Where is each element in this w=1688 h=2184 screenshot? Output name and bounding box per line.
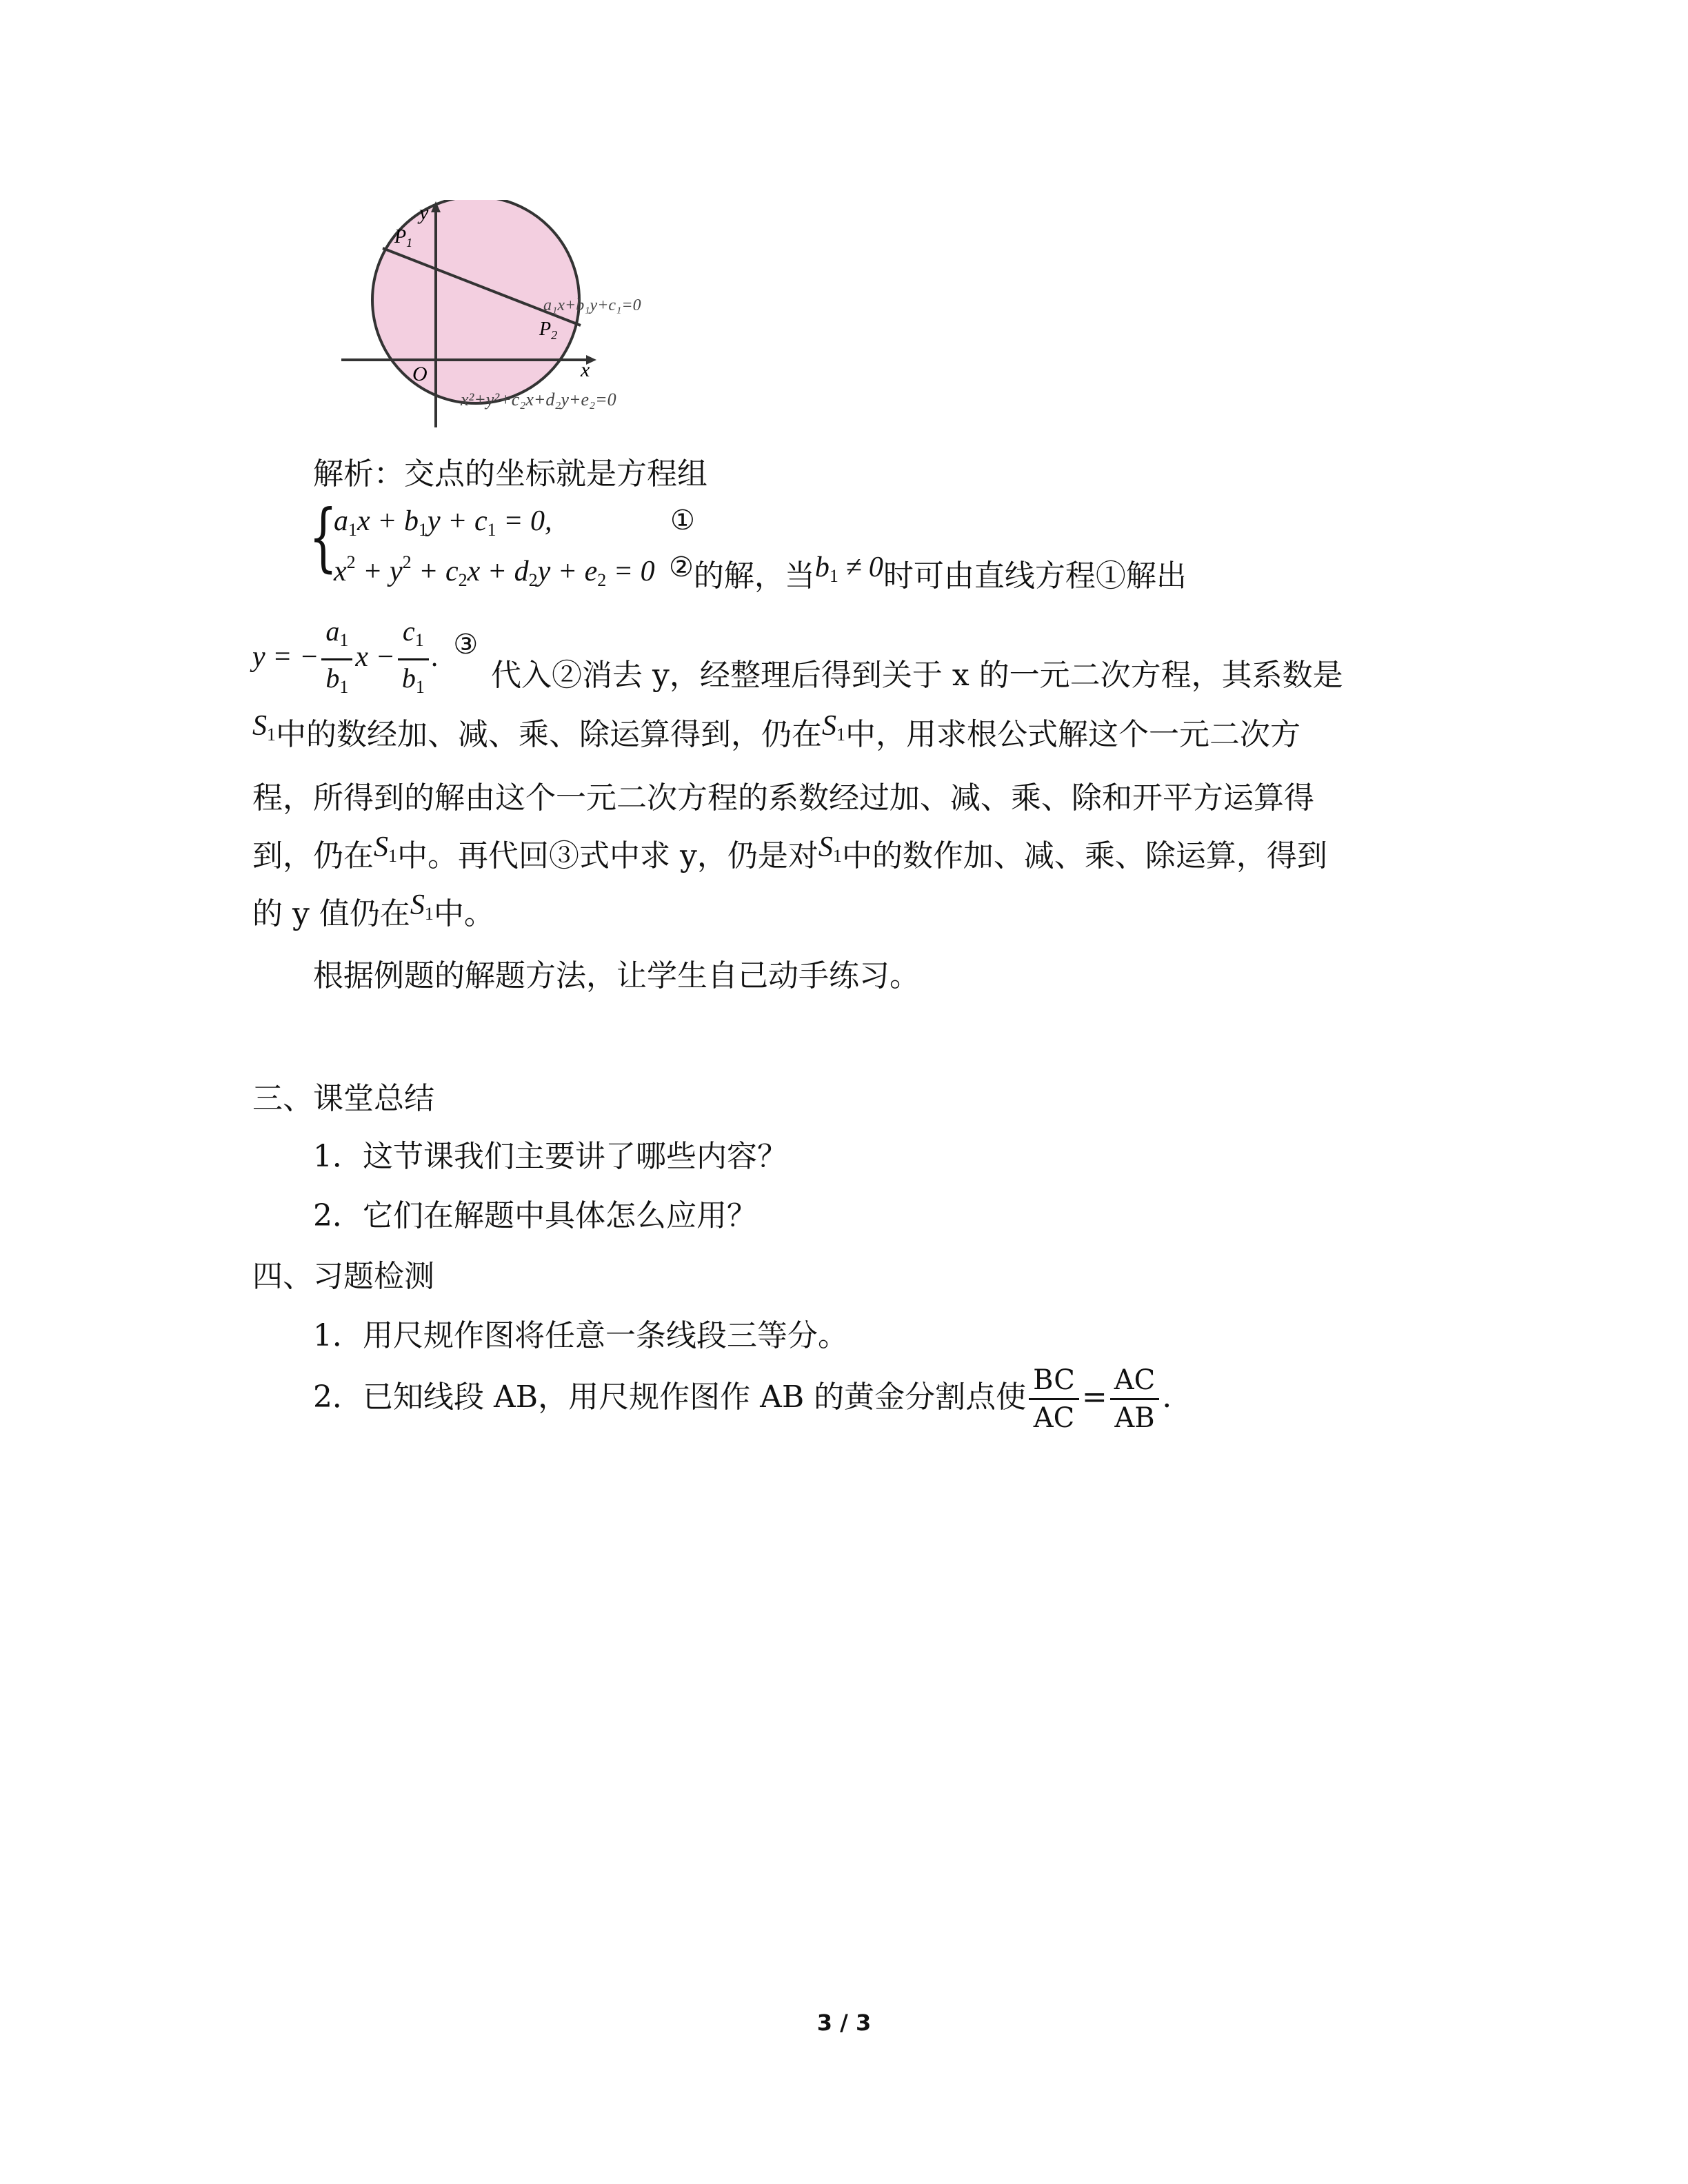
system-brace: { — [309, 494, 338, 580]
b1-not-zero: $b_1 \ne 0$ — [814, 552, 883, 586]
point-p2-label: $P_2$ — [539, 318, 558, 342]
section3-item-1: 1．这节课我们主要讲了哪些内容？ — [313, 1139, 787, 1174]
practice-line: 根据例题的解题方法，让学生自己动手练习。 — [313, 958, 920, 993]
equation-1: $a_1x + b_1y + c_1 = 0$, — [334, 505, 552, 540]
analysis-intro: 解析：交点的坐标就是方程组 — [313, 456, 707, 492]
analysis-line-3: $S_1$中的数经加、减、乘、除运算得到，仍在$S_1$中，用求根公式解这个一元二次方 — [252, 710, 1300, 752]
analysis-line-6: 的 y 值仍在$S_1$中。 — [252, 889, 494, 931]
page-number: 3 / 3 — [816, 2010, 872, 2036]
equation-3: y = − $\frac{a_1}{b_1}$ x − $\frac{c_1}{b_1}$ . ③ — [252, 607, 478, 705]
circle-line-figure — [331, 200, 690, 434]
line-equation-label: a₁x+b₁y+c₁=0 — [543, 296, 641, 314]
section3-heading: 三、课堂总结 — [252, 1081, 434, 1116]
fraction-bc-ac: $\frac{BC}{AC}$ — [1029, 1362, 1079, 1436]
fraction-ac-ab: $\frac{AC}{AB}$ — [1110, 1362, 1160, 1436]
section4-item-1: 1．用尺规作图将任意一条线段三等分。 — [313, 1318, 848, 1353]
circle-equation-label: x²+y²+c₂x+d₂y+e₂=0 — [461, 390, 616, 410]
system-trailing-text: ②的解，当$b_1 \ne 0$时可由直线方程①解出 — [669, 552, 1187, 594]
origin-label: O — [412, 363, 428, 385]
circled-1: ① — [670, 505, 695, 536]
analysis-line-4: 程，所得到的解由这个一元二次方程的系数经过加、减、乘、除和开平方运算得 — [252, 780, 1314, 816]
section4-heading: 四、习题检测 — [252, 1259, 434, 1294]
after-equation-3: 代入②消去 y，经整理后得到关于 x 的一元二次方程，其系数是 — [491, 658, 1343, 693]
axis-label-y: y — [419, 201, 429, 224]
axis-label-x: x — [581, 358, 590, 381]
section3-item-2: 2．它们在解题中具体怎么应用？ — [313, 1198, 757, 1233]
analysis-line-5: 到，仍在$S_1$中。再代回③式中求 y，仍是对$S_1$中的数作加、减、乘、除运算，得到 — [252, 831, 1327, 873]
equation-2: $x^2 + y^2 + c_2x + d_2y + e_2 = 0$ — [334, 552, 655, 590]
section4-item-2: 2．已知线段 AB，用尺规作图作 AB 的黄金分割点使 $\frac{BC}{AC}$ = $\frac{AC}{AB}$ . — [313, 1359, 1172, 1436]
point-p1-label: $P_1$ — [394, 226, 413, 250]
